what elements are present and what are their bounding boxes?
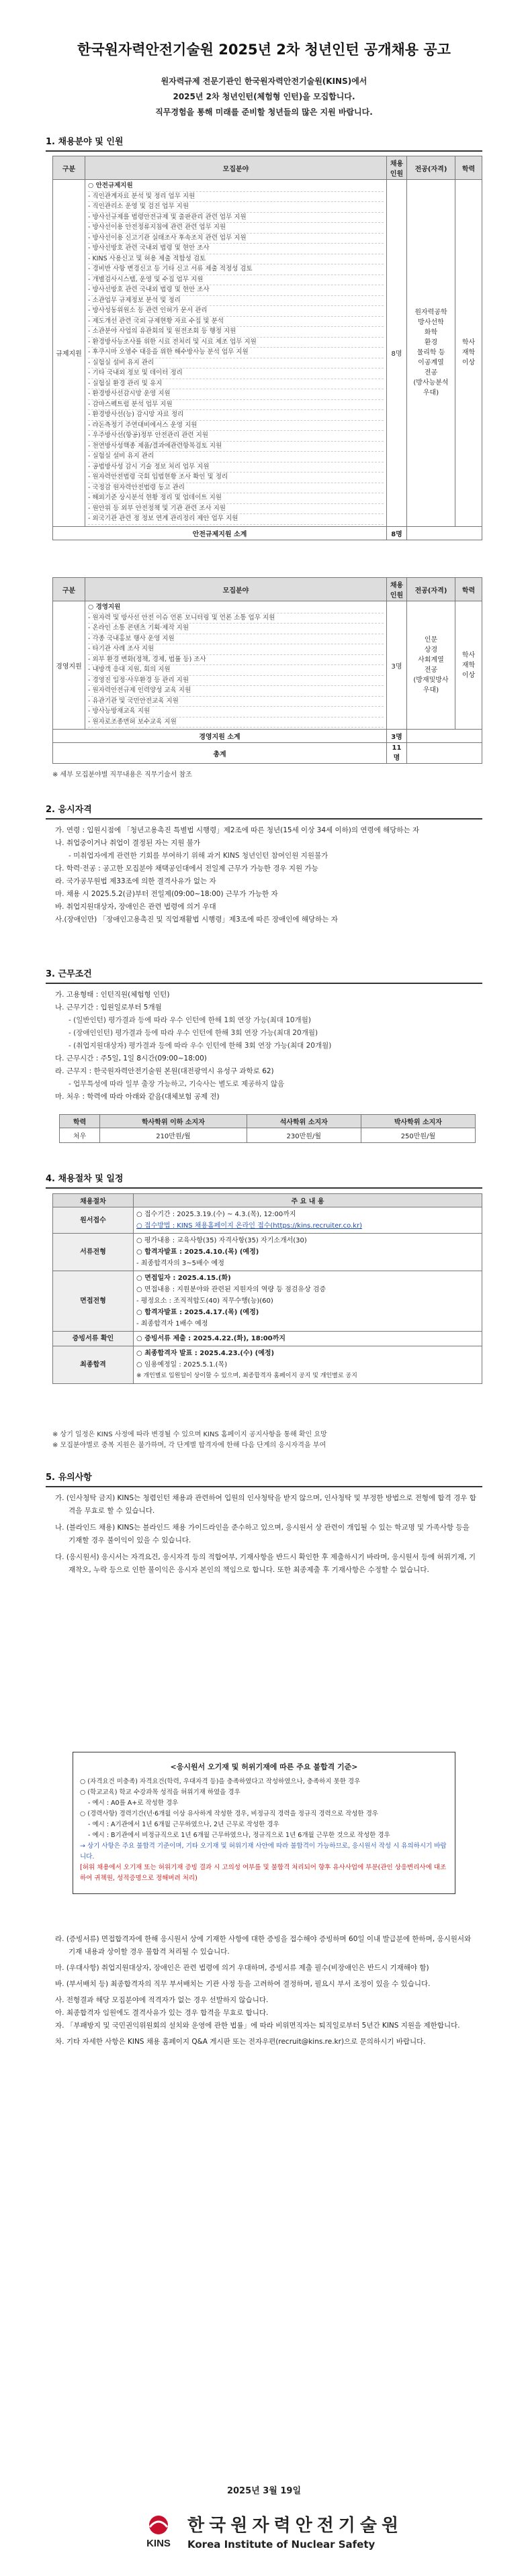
field-item: - 국정감 원자력안전법령 동고 관리 bbox=[88, 483, 384, 494]
eligibility-list: 가. 연령 : 입원시점에 「청년고용촉진 특별법 시행령」제2조에 따른 청년(15세 이상 34세 이하)의 연령에 해당하는 자 나. 취업중이거나 취업이 결정된 자는 지원 불가 - 미취업자에게 관련한 기회를 부여하기 위해 과거 KINS 청년인턴 참여인원 지원불가 다. 학력·전공 : 공고한 모집분야 채택공인대에서 전일제 근무가 가능한 경우 지원 가능 라. 국가공무원법 제33조에 의한 결격사유가 없는 자 마. 채용 시 2025.5.2(금)부터 전일제(09:00~18:00) 근무가 가능한 자 바. 취업지원대상자, 장애인은 관련 법령에 의거 우대 사.(장애인만) 「장애인고용촉진 및 직업재활법 시행령」제3조에 따른 장애인에 해당하는 자 bbox=[55, 826, 420, 924]
svg-text:KINS: KINS bbox=[146, 2538, 171, 2548]
field-item: - 내방객 응대 지원, 회의 지원 bbox=[88, 665, 384, 676]
field-item: - 원자력 및 방사선 안전 이슈 언론 모니터링 및 언론 소통 업무 지원 bbox=[88, 613, 384, 624]
process-row: 원서접수 ○ 접수기간 : 2025.3.19.(수) ~ 4.3.(목), 12:00까지 ○ 접수방법 : KINS 채용홈페이지 온라인 접수(https://kins.recruiter.co.kr) bbox=[53, 1207, 482, 1234]
field-item: - 소관분야 사업의 유관회의 및 원전조회 등 행정 지원 bbox=[88, 327, 384, 338]
field-item: - 외국기관 관련 정 정보 연계 관리정리 제안 업무 지원 bbox=[88, 514, 384, 525]
field-item: - 실험실 환경 관리 및 유지 bbox=[88, 379, 384, 390]
caution-list-2: 라. (증빙서류) 면접합격자에 한해 응시원서 상에 기재한 사항에 대한 증빙을 접수해야 증빙하며 60일 이내 발급분에 한하며, 응시원서와 기재 내용과 상이할 경우 불합격 처리될 수 있습니다. 마. (우대사항) 취업지원대상자, 장애인은 관련 법령에 의거 우대하며, 증빙서류 제출 필수(비장애인은 반드시 기재해야 함) 바. (부서배치 등) 최종합격자의 직무 부서배치는 기관 사정 등을 고려하여 결정하며, 필요시 부서 조정이 있을 수 있습니다. 사. 전형결과 해당 모집분야에 적격자가 없는 경우 선발하지 않습니다. 아. 최종합격자 임원에도 결격사유가 있는 경우 합격을 무효로 합니다. 자. 「부패방지 및 국민권익위원회의 설치와 운영에 관한 법률」에 따라 비위면직자는 퇴직일로부터 5년간 KINS 지원을 제한합니다. 차. 기타 자세한 사항은 KINS 채용 홈페이지 Q&A 게시판 또는 전자우편(recruit@kins.re.kr)으로 문의하시기 바랍니다. bbox=[55, 1935, 472, 2046]
section-3-title: 3. 근무조건 bbox=[46, 967, 482, 984]
org-logo bbox=[138, 2512, 403, 2550]
field-item: - 원안위 등 외부 안전정책 및 기관 관련 조사 지원 bbox=[88, 504, 384, 515]
conditions-list: 가. 고용형태 : 인턴직원(체험형 인턴) 나. 근무기간 : 입원일로부터 5개월 - (일반인턴) 평가결과 등에 따라 우수 인턴에 한해 1회 연장 가능(최대 10개월) - (장애인인턴) 평가결과 등에 따라 우수 인턴에 한해 3회 연장 가능(최대 20개월) - (취업지원대상자) 평가결과 등에 따라 우수 인턴에 한해 3회 연장 가능(최대 20개월) 다. 근무시간 : 주5일, 1일 8시간(09:00~18:00) 라. 근무지 : 한국원자력안전기술원 본원(대전광역시 유성구 과학로 62) - 업무특성에 따라 일부 출장 가능하고, 기숙사는 별도로 제공하지 않음 마. 처우 : 학력에 따라 아래와 같음(대체보험 공제 전) bbox=[55, 991, 332, 1101]
process-row: 서류전형 ○ 평가내용 : 교육사항(35) 자격사항(35) 자기소개서(30) ○ 합격자발표 : 2025.4.10.(목) (예정) - 최종합격자의 3~5배수 예정 bbox=[53, 1234, 482, 1271]
field-item: - 우주방사선(항공)정부 안전관리 관련 지원 bbox=[88, 431, 384, 442]
field-item: - 개별검사시스템, 운영 및 수집 업무 지원 bbox=[88, 275, 384, 286]
field-item: - 소관업무 규제정보 분석 및 정리 bbox=[88, 296, 384, 307]
field-item: - 방사선규제를 법령안전규제 및 출판관리 관련 업무 지원 bbox=[88, 213, 384, 224]
field-item: - 유관기관 및 국민안전교육 지원 bbox=[88, 697, 384, 707]
page-title: 한국원자력안전기술원 2025년 2차 청년인턴 공개채용 공고 bbox=[77, 42, 451, 58]
field-item: - 방사성동위원소 등 관련 인허가 문서 관리 bbox=[88, 306, 384, 317]
process-notes: ※ 상기 일정은 KINS 사정에 따라 변경될 수 있으며 KINS 홈페이지 공지사항을 통해 확인 요망 ※ 모집분야별로 중복 지원은 불가하며, 각 단계별 합격자에 한해 다음 단계의 응시자격을 부여 bbox=[52, 1431, 327, 1449]
field-item: - 공법방사성 감시 기술 정보 처리 업무 지원 bbox=[88, 462, 384, 473]
field-table-2: 구분 모집분야 채용인원 전공(자격) 학력 경영지원 ○ 경영지원 - 원자력 및 방사선 안전 이슈 언론 모니터링 및 언론 소통 업무 지원 - 온라인 소통 콘텐츠 기획·제작 지원 - 각종 국내홍보 행사 운영 지원 - 타기관 사례 조사 지원 - 외부 환경 변화(정책, 경제, 법률 등) 조사 - 내방객 응대 지원, 회의 지원 - 경영진 일정·사무환경 등 관리 지원 - 원자력안전규제 인력양성 교육 지원 - 유관기관 및 국민안전교육 지원 - 방사능방재교육 지원 - 원자로조종면허 보수교육 지원 3명 인문 상경 사회계열 전공 (방재및방사 우대) 학사 재학 이상 경영지원 소계 3명 총계 11명 bbox=[52, 577, 482, 764]
field-item: - 환경방사능조사를 위한 시료 전처리 및 시료 제조 업무 지원 bbox=[88, 338, 384, 348]
field-item: - 원자로조종면허 보수교육 지원 bbox=[88, 717, 384, 728]
process-row: 최종합격 ○ 최종합격자 발표 : 2025.4.23.(수) (예정) ○ 임용예정일 : 2025.5.1.(목) ※ 개인별로 입원일이 상이할 수 있으며, 최종합격자 홈페이지 공지 및 개인별로 공지 bbox=[53, 1346, 482, 1384]
field-item: - 경비반 사항 변경신고 등 기타 신고 서류 제출 적정성 검토 bbox=[88, 264, 384, 275]
field-group-heading: ○ 경영지원 bbox=[88, 603, 384, 613]
section-4-title: 4. 채용절차 및 일정 bbox=[46, 1171, 482, 1189]
field-item: - 후쿠시마 오염수 대응을 위한 해수방사능 분석 업무 지원 bbox=[88, 348, 384, 358]
disqualification-box: <응시원서 오기재 및 허위기재에 따른 주요 불합격 기준> ○ (자격요건 미충족) 자격요건(학력, 우대자격 등)을 충족하였다고 작성하였으나, 충족하지 못한 경우 ○ (학교교육) 학교 수강과목 성적을 허위기재 하였을 경우 - 예시 : A0를 A+로 작성한 경우 ○ (경력사항) 경력기간(년·6개월 이상 유사하게 작성한 경우, 비정규직 경력을 정규직 경력으로 작성한 경우 - 예시 : A기관에서 1년 6개월 근무하였으나, 2년 근무로 작성한 경우 - 예시 : B기관에서 비정규직으로 1년 6개월 근무하였으나, 정규직으로 1년 6개월 근무한 것으로 작성한 경우 → 상기 사항은 주요 불합격 기준이며, 기타 오기재 및 허위기재 사안에 따라 불합격이 가능하므로, 응시원서 작성 시 유의하시기 바랍니다. [허위 채용에서 오기재 또는 허위기재 증빙 결과 시 고의성 여부를 및 불합격 처리되어 향후 유사사업에 부분(관인 상응변리사에 대조하여 귀책원, 성적증명으로 정해버려 처리) bbox=[73, 1752, 455, 1894]
process-row: 증빙서류 확인 ○ 증빙서류 제출 : 2025.4.22.(화), 18:00까지 bbox=[53, 1332, 482, 1346]
field-item: - 실험실 설비 유지 관리 bbox=[88, 358, 384, 369]
salary-table: 학력 학사학위 이하 소지자 석사학위 소지자 박사학위 소지자 처우 210만원/월 230만원/월 250만원/월 bbox=[59, 1114, 476, 1143]
field-item: - 각종 국내홍보 행사 운영 지원 bbox=[88, 634, 384, 645]
field-item: - 외부 환경 변화(정책, 경제, 법률 등) 조사 bbox=[88, 655, 384, 666]
process-table: 채용절차 주 요 내 용 원서접수 ○ 접수기간 : 2025.3.19.(수) ~ 4.3.(목), 12:00까지 ○ 접수방법 : KINS 채용홈페이지 온라인 접수(https://kins.recruiter.co.kr) 서류전형 ○ 평가내용 : 교육사항(35) 자격사항(35) 자기소개서(30) ○ 합격자발표 : 2025.4.10.(목) (예정) - 최종합격자의 3~5배수 예정 면접전형 ○ 면접일자 : 2025.4.15.(화) ○ 면접내용 : 지원분야와 관련된 지원자의 역량 등 점검유상 검증 - 평정요소 : 조직적합도(40) 직무수행(능)(60) ○ 합격자발표 : 2025.4.17.(목) (예정) - 최종합격자 1배수 예정 증빙서류 확인 ○ 증빙서류 제출 : 2025.4.22.(화), 18:00까지 최종합격 ○ 최종합격자 발표 : 2025.4.23.(수) (예정) ○ 임용예정일 : 2025.5.1.(목) ※ 개인별로 입원일이 상이할 수 있으며, 최종합격자 홈페이지 공지 및 개인별로 공지 bbox=[52, 1193, 482, 1384]
kins-logo-icon bbox=[138, 2514, 179, 2548]
section-2-title: 2. 응시자격 bbox=[46, 802, 482, 820]
process-row: 면접전형 ○ 면접일자 : 2025.4.15.(화) ○ 면접내용 : 지원분야와 관련된 지원자의 역량 등 점검유상 검증 - 평정요소 : 조직적합도(40) 직무수행(능)(60) ○ 합격자발표 : 2025.4.17.(목) (예정) - 최종합격자 1배수 예정 bbox=[53, 1271, 482, 1332]
field-item: - 경영진 일정·사무환경 등 관리 지원 bbox=[88, 676, 384, 687]
caution-list: 가. (인사청탁 금지) KINS는 청렴인턴 채용과 관련하여 입원의 인사청탁을 받지 않으며, 인사청탁 및 부정한 방법으로 전형에 합격 경우 합격을 무효로 할 수 있습니다. 나. (블라인드 채용) KINS는 블라인드 채용 가이드라인을 준수하고 있으며, 응시원서 상 관련이 개입될 수 있는 학교명 및 가족사항 등을 기재할 경우 불이익이 있을 수 있습니다. 다. (응시원서) 응시서는 자격요건, 응시자격 등의 적합여부, 기재사항을 반드시 확인한 후 제출하시기 바라며, 응시원서 등에 허위기재, 기재착오, 누락 등으로 인한 불이익은 응시자 본인의 책임으로 합니다. 또한 최종제출 후 기재사항은 수정할 수 없습니다. bbox=[55, 1494, 476, 1574]
field-item: - 방사선이용 신고기관 실태조사 후속조치 관련 업무 지원 bbox=[88, 234, 384, 244]
field-list-regulation bbox=[85, 180, 387, 527]
intro-text: 원자력규제 전문기관인 한국원자력안전기술원(KINS)에서 2025년 2차 청년인턴(체험형 인턴)을 모집합니다. 직무경험을 통해 미래를 준비할 청년들의 많은 지원 바랍니다. bbox=[155, 77, 373, 117]
field-item: - 환경방사선감시망 운영 지원 bbox=[88, 389, 384, 400]
posting-date: 2025년 3월 19일 bbox=[226, 2486, 302, 2496]
section-1-title: 1. 채용분야 및 인원 bbox=[46, 134, 482, 152]
field-item: - 감마스펙트럼 분석 업무 지원 bbox=[88, 400, 384, 411]
field-item: - 직인관리소 운영 및 검진 업무 지원 bbox=[88, 202, 384, 213]
field-item: - 방사선방호 관련 국내외 법령 및 현안 조사 bbox=[88, 244, 384, 254]
field-item: - 방사선방호 관련 국내외 법령 및 현안 조사 bbox=[88, 285, 384, 296]
field-item: - 방사능방재교육 지원 bbox=[88, 707, 384, 717]
section-5-title: 5. 유의사항 bbox=[46, 1470, 482, 1487]
field-item: - KINS 사용신고 및 허용 제출 적합성 검토 bbox=[88, 254, 384, 265]
field-item: - 온라인 소통 콘텐츠 기획·제작 지원 bbox=[88, 624, 384, 634]
field-item: - 실험실 설비 유지 관리 bbox=[88, 452, 384, 462]
field-item: - 원자력안전법령 국회 입법현황 조사 확인 및 정리 bbox=[88, 473, 384, 483]
field-item: - 라돈측정기 주연대비에서스 운영 지원 bbox=[88, 421, 384, 432]
field-note: ※ 세부 모집분야별 직무내용은 직무기술서 참조 bbox=[52, 771, 192, 779]
field-group-heading: ○ 안전규제지원 bbox=[88, 181, 384, 192]
field-item: - 기타 국내외 정보 및 데이터 정리 bbox=[88, 368, 384, 379]
field-item: - 타기관 사례 조사 지원 bbox=[88, 644, 384, 655]
org-name-ko: 한국원자력안전기술원 bbox=[187, 2516, 404, 2536]
field-item: - 제도개선 관련 국외 규제현황 자료 수집 및 분석 bbox=[88, 317, 384, 328]
field-item: - 방사선이용 안전정류지침에 관련 관련 업무 지원 bbox=[88, 223, 384, 234]
field-item: - 원자력안전규제 인력양성 교육 지원 bbox=[88, 686, 384, 697]
field-table-1: 구분 모집분야 채용인원 전공(자격) 학력 규제지원 ○ 안전규제지원 - 직인관계자료 분석 및 정리 업무 지원 - 직인관리소 운영 및 검진 업무 지원 - 방사선규제를 법령안전규제 및 출판관리 관련 업무 지원 - 방사선이용 안전정류지침에 관련 관련 업무 지원 - 방사선이용 신고기관 실태조사 후속조치 관련 업무 지원 - 방사선방호 관련 국내외 법령 및 현안 조사 - KINS 사용신고 및 허용 제출 적합성 검토 - 경비반 사항 변경신고 등 기타 신고 서류 제출 적정성 검토 - 개별검사시스템, 운영 및 수집 업무 지원 - 방사선방호 관련 국내외 법령 및 현안 조사 - 소관업무 규제정보 분석 및 정리 - 방사성동위원소 등 관련 인허가 문서 관리 - 제도개선 관련 국외 규제현황 자료 수집 및 분석 - 소관분야 사업의 유관회의 및 원전조회 등 행정 지원 - 환경방사능조사를 위한 시료 전처리 및 시료 제조 업무 지원 - 후쿠시마 오염수 대응을 위한 해수방사능 분석 업무 지원 - 실험실 설비 유지 관리 - 기타 국내외 정보 및 데이터 정리 - 실험실 환경 관리 및 유지 - 환경방사선감시망 운영 지원 - 감마스펙트럼 분석 업무 지원 - 환경방사선(능) 감시망 자료 정리 - 라돈측정기 주연대비에서스 운영 지원 - 우주방사선(항공)정부 안전관리 관련 지원 - 천연방사성핵종 제품/결과에관련항목검토 지원 - 실험실 설비 유지 관리 - 공법방사성 감시 기술 정보 처리 업무 지원 - 원자력안전법령 국회 입법현황 조사 확인 및 정리 - 국정감 원자력안전법령 동고 관리 - 해외기준 상시분석 현황 정리 및 업데이트 지원 - 원안위 등 외부 안전정책 및 기관 관련 조사 지원 - 외국기관 관련 정 정보 연계 관리정리 제안 업무 지원 8명 원자력공학 방사선학 화학 환경 물리학 등 이공계열 전공 (방사능분석 우대) 학사 재학 이상 안전규제지원 소계 8명 bbox=[52, 156, 482, 540]
field-item: - 해외기준 상시분석 현황 정리 및 업데이트 지원 bbox=[88, 493, 384, 504]
field-item: - 직인관계자료 분석 및 정리 업무 지원 bbox=[88, 192, 384, 203]
org-name-en: Korea Institute of Nuclear Safety bbox=[187, 2538, 376, 2550]
field-list-management bbox=[85, 601, 387, 730]
field-item: - 천연방사성핵종 제품/결과에관련항목검토 지원 bbox=[88, 442, 384, 452]
field-item: - 환경방사선(능) 감시망 자료 정리 bbox=[88, 410, 384, 421]
